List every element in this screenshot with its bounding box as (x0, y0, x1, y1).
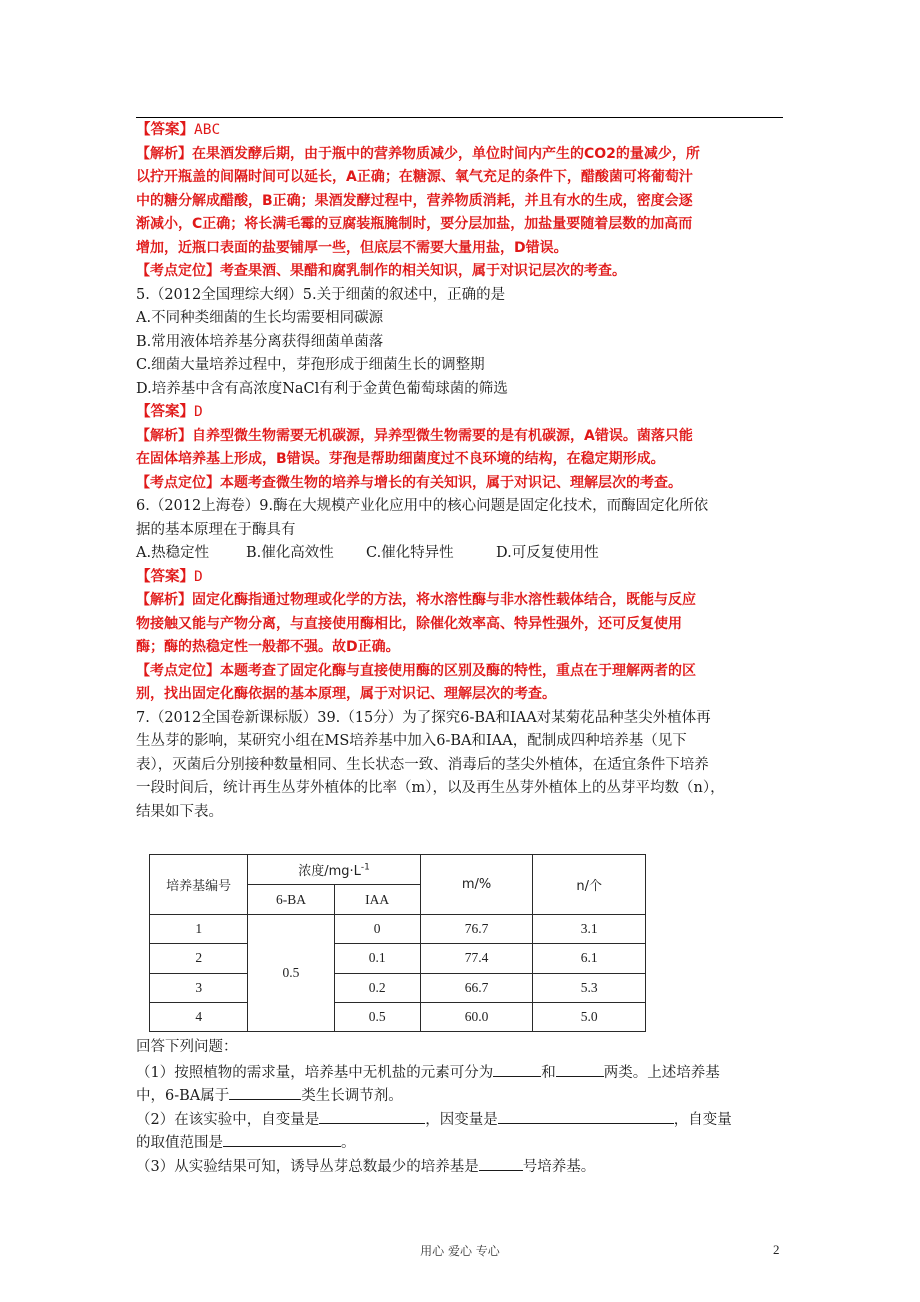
q7-questions (136, 1036, 796, 1177)
q6-options (136, 542, 786, 566)
q5-analysis: 【解析】自养型微生物需要无机碳源，异养型微生物需要的是有机碳源，A错误。菌落只能 在固体培养基上形成，B错误。芽孢是帮助细菌度过不良环境的结构，在稳定期形成。 (136, 427, 693, 467)
table-row: 1 0.5 0 76.7 3.1 (150, 915, 646, 944)
answer-blank[interactable] (223, 1130, 341, 1147)
q5-option-b: B.常用液体培养基分离获得细菌单菌落 (136, 333, 384, 350)
q5-stem: 5.（2012全国理综大纲）5.关于细菌的叙述中，正确的是 (136, 286, 506, 303)
header-rule (136, 117, 783, 118)
main-content (136, 119, 786, 824)
q7-q1-line1: （1）按照植物的需求量，培养基中无机盐的元素可分为 和 两类。上述培养基 (136, 1060, 796, 1084)
q7-q2-line1: （2）在该实验中，自变量是 ，因变量是 ，自变量 (136, 1107, 796, 1131)
q6-option-b: B.催化高效性 (246, 545, 334, 561)
header-concentration: 浓度$/mg\cdot L^{-1}$ (248, 855, 420, 885)
q4-analysis: 【解析】在果酒发酵后期，由于瓶中的营养物质减少，单位时间内产生的CO2的量减少，所 以拧开瓶盖的间隔时间可以延长，A正确；在糖源、氧气充足的条件下，醋酸菌可将葡萄汁 中的糖分解成醋酸，B正确；果酒发酵过程中，营养物质消耗，并且有水的生成，密度会逐 渐减小，C正确；将长满毛霉的豆腐装瓶腌制时，要分层加盐，加盐量要随着层数的加高而 增加，近瓶口表面的盐要铺厚一些，但底层不需要大量用盐，D错误。 (136, 145, 700, 256)
answer-blank[interactable] (229, 1083, 301, 1100)
header-m: m/% (420, 855, 533, 915)
answer-blank[interactable] (493, 1060, 541, 1077)
q7-q3-line1: （3）从实验结果可知，诱导丛芽总数最少的培养基是 号培养基。 (136, 1154, 796, 1178)
q6-option-a: A.热稳定性 (136, 545, 210, 561)
q7-q2-line2: 的取值范围是 。 (136, 1130, 796, 1154)
header-medium-id: 培养基编号 (150, 855, 248, 915)
header-6ba: 6-BA (248, 885, 334, 915)
page-footer: 用心 爱心 专心 (420, 1244, 500, 1258)
q7-q1-line2: 中，6-BA属于 类生长调节剂。 (136, 1083, 796, 1107)
table-row: 3 0.2 66.7 5.3 (150, 973, 646, 1002)
q6-point: 【考点定位】本题考查了固定化酶与直接使用酶的区别及酶的特性，重点在于理解两者的区 别，找出固定化酶依据的基本原理，属于对识记、理解层次的考查。 (136, 662, 696, 702)
page-number: 2 (773, 1242, 780, 1257)
q4-answer: 【答案】ABC (136, 122, 221, 138)
q5-option-c: C.细菌大量培养过程中，芽孢形成于细菌生长的调整期 (136, 357, 485, 373)
results-table (149, 854, 646, 1032)
answer-blank[interactable] (498, 1107, 674, 1124)
q7-stem: 7.（2012全国卷新课标版）39.（15分）为了探究6-BA和IAA对某菊花品种茎尖外植体再 生丛芽的影响，某研究小组在MS培养基中加入6-BA和IAA，配制成四种培养基（见下 表），灭菌后分别接种数量相同、生长状态一致、消毒后的茎尖外植体，在适宜条件下培养 一段时间后，统计再生丛芽外植体的比率（m），以及再生丛芽外植体上的丛芽平均数（n）， 结果如下表。 (136, 709, 725, 820)
q5-answer: 【答案】D (136, 404, 203, 420)
header-n: n/个 (533, 855, 646, 915)
q6-answer: 【答案】D (136, 568, 203, 585)
q6-option-c: C.催化特异性 (366, 545, 454, 561)
q7-prompt: 回答下列问题： (136, 1039, 238, 1055)
q5-option-a: A.不同种类细菌的生长均需要相同碳源 (136, 310, 384, 326)
answer-blank[interactable] (556, 1060, 604, 1077)
q6-option-d: D.可反复使用性 (496, 545, 599, 561)
answer-blank[interactable] (479, 1154, 523, 1171)
q6-stem-2: 据的基本原理在于酶具有 (136, 521, 296, 538)
q5-option-d: D.培养基中含有高浓度NaCl有利于金黄色葡萄球菌的筛选 (136, 380, 508, 397)
q6-stem-1: 6.（2012上海卷）9.酶在大规模产业化应用中的核心问题是固定化技术，而酶固定化所依 (136, 498, 709, 514)
ba-value-cell: 0.5 (248, 915, 334, 1032)
header-iaa: IAA (334, 885, 420, 915)
answer-blank[interactable] (319, 1107, 425, 1124)
table-row: 4 0.5 60.0 5.0 (150, 1002, 646, 1031)
q6-analysis: 【解析】固定化酶指通过物理或化学的方法，将水溶性酶与非水溶性载体结合，既能与反应 物接触又能与产物分离，与直接使用酶相比，除催化效率高、特异性强外，还可反复使用 酶；酶的热稳定性一般都不强。故D正确。 (136, 592, 696, 655)
q4-point: 【考点定位】考查果酒、果醋和腐乳制作的相关知识，属于对识记层次的考查。 (136, 263, 626, 279)
q5-point: 【考点定位】本题考查微生物的培养与增长的有关知识，属于对识记、理解层次的考查。 (136, 474, 682, 491)
table-row: 2 0.1 77.4 6.1 (150, 944, 646, 973)
